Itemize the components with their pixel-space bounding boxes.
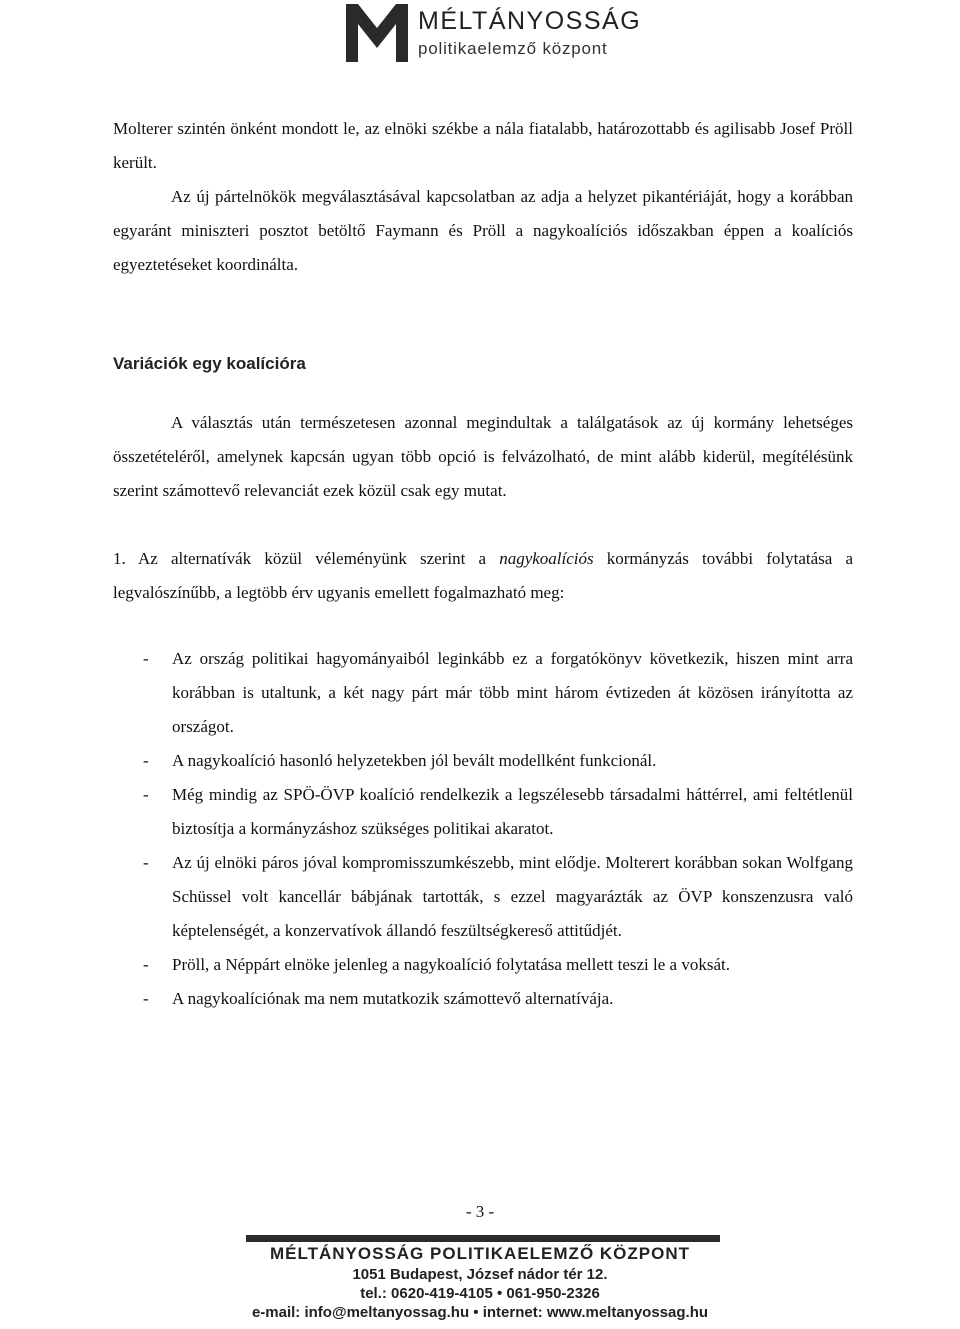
logo-subtitle: politikaelemző központ (418, 39, 608, 58)
list-dash: - (143, 649, 149, 668)
list-item-text: A nagykoalíciónak ma nem mutatkozik számottevő alternatívája. (172, 989, 614, 1008)
footer-address: 1051 Budapest, József nádor tér 12. (352, 1266, 608, 1283)
list-dash: - (143, 989, 149, 1008)
footer-phone: tel.: 0620-419-4105 • 061-950-2326 (360, 1285, 600, 1302)
paragraph-3: A választás után természetesen azonnal megindultak a találgatások az új kormány lehetséges összetételéről, amelynek kapcsán ugyan több opció is felvázolható, de mint alább kiderül, megítélésünk szerint számottevő relevanciát ezek közül csak egy mutat. (113, 413, 853, 500)
list-dash: - (143, 955, 149, 974)
list-item (113, 778, 853, 846)
paragraph-1: Molterer szintén önként mondott le, az elnöki székbe a nála fiatalabb, határozottabb és agilisabb Josef Pröll került. (113, 119, 853, 172)
list-item-text: Az új elnöki páros jóval kompromisszumkészebb, mint elődje. Molterert korábban sokan Wolfgang Schüssel volt kancellár bábjának tartották, s ezzel magyarázták az ÖVP konszenzusra való képtelenségét, a konzervatívok állandó feszültségkereső attitűdjét. (172, 853, 853, 940)
list-item (113, 982, 853, 1016)
list-item (113, 744, 853, 778)
footer-rule (246, 1235, 720, 1242)
paragraph-4-suffix: kormányzás további folytatása a legvalószínűbb, a legtöbb érv ugyanis emellett fogalmazható meg: (113, 549, 853, 602)
page-number: - 3 - (465, 1202, 495, 1221)
list-dash: - (143, 785, 149, 804)
list-item-text: Még mindig az SPÖ-ÖVP koalíció rendelkezik a legszélesebb társadalmi háttérrel, ami feltétlenül biztosítja a kormányzáshoz szükséges politikai akaratot. (172, 785, 853, 838)
paragraph-2: Az új pártelnökök megválasztásával kapcsolatban az adja a helyzet pikantériáját, hogy a korábban egyaránt miniszteri posztot betöltő Faymann és Pröll a nagykoalíciós időszakban éppen a koalíciós egyeztetéseket koordinálta. (113, 187, 853, 274)
list-item-text: A nagykoalíció hasonló helyzetekben jól bevált modellként funkcionál. (172, 751, 657, 770)
list-dash: - (143, 751, 149, 770)
argument-list (113, 642, 853, 1016)
section-heading: Variációk egy koalícióra (113, 354, 306, 373)
list-item (113, 948, 853, 982)
list-item (113, 846, 853, 948)
footer-contact: e-mail: info@meltanyossag.hu • internet: www.meltanyossag.hu (251, 1304, 709, 1321)
paragraph-4-emphasis: nagykoalíciós (499, 549, 594, 568)
footer-org: MÉLTÁNYOSSÁG POLITIKAELEMZŐ KÖZPONT (269, 1244, 690, 1263)
header-logo (346, 4, 641, 62)
logo-mark-icon (346, 4, 408, 62)
logo-title: MÉLTÁNYOSSÁG (418, 7, 642, 35)
list-item-text: Az ország politikai hagyományaiból leginkább ez a forgatókönyv következik, hiszen mint arra korábban is utaltunk, a két nagy párt már több mint három évtizeden át közösen irányította az országot. (172, 649, 853, 736)
list-item (113, 642, 853, 744)
paragraph-4-prefix: 1. Az alternatívák közül véleményünk szerint a (113, 549, 500, 568)
list-dash: - (143, 853, 149, 872)
paragraph-4 (113, 542, 853, 610)
logo-text (418, 4, 641, 60)
list-item-text: Pröll, a Néppárt elnöke jelenleg a nagykoalíció folytatása mellett teszi le a voksát. (172, 955, 730, 974)
